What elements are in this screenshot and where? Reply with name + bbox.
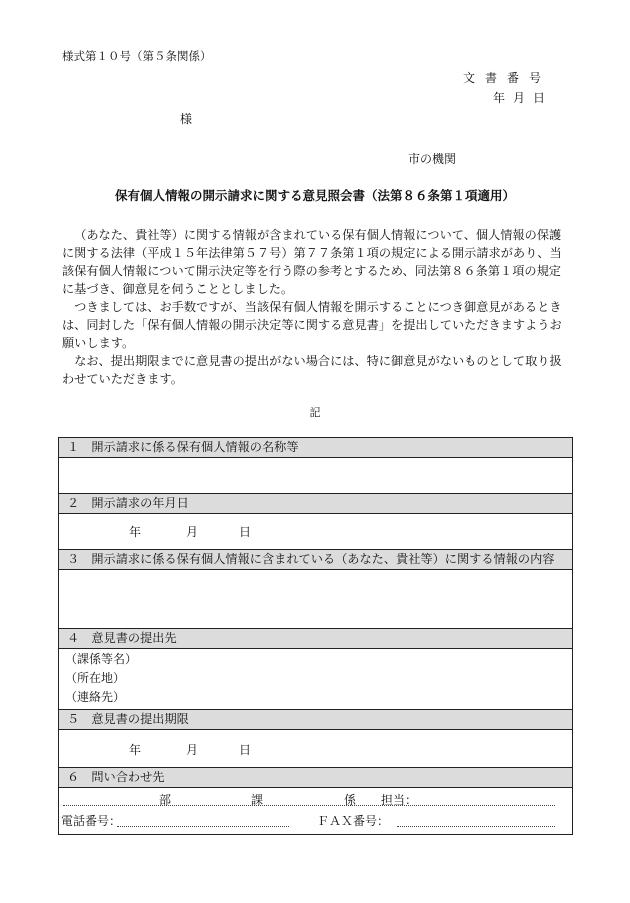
section-6-field	[59, 788, 572, 834]
day-label: 日	[239, 525, 252, 539]
section-3-field[interactable]	[59, 570, 572, 629]
department-label: （課係等名）	[65, 652, 138, 666]
addressee-honorific: 様	[180, 112, 193, 126]
section-2-date-field[interactable]	[59, 514, 572, 550]
fax-label: ＦＡＸ番号：	[317, 814, 390, 828]
kakari-label: 係	[344, 793, 357, 807]
contact-label: （連絡先）	[65, 690, 126, 704]
year-label: 年	[129, 743, 142, 757]
dotted-underline	[63, 805, 555, 806]
section-5-header: ５ 意見書の提出期限	[59, 710, 572, 730]
date-label: 年月日	[492, 91, 553, 105]
address-label: （所在地）	[65, 671, 126, 685]
section-4-header: ４ 意見書の提出先	[59, 629, 572, 649]
day-label: 日	[239, 743, 252, 757]
form-id: 様式第１０号（第５条関係）	[62, 49, 212, 63]
month-label: 月	[186, 743, 199, 757]
month-label: 月	[186, 525, 199, 539]
tanto-label: 担当：	[381, 793, 418, 807]
body-paragraph: なお、提出期限までに意見書の提出がない場合には、特に御意見がないものとして取り扱わせていただきます。	[62, 354, 562, 386]
section-4-field[interactable]	[59, 649, 572, 710]
department-line[interactable]	[59, 788, 572, 809]
tel-dotted-underline	[117, 826, 289, 827]
ka-label: 課	[251, 793, 264, 807]
body-text	[62, 226, 570, 388]
section-1-field[interactable]	[59, 458, 572, 494]
body-paragraph: （あなた、貴社等）に関する情報が含まれている保有個人情報について、個人情報の保護に関する法律（平成１５年法律第５７号）第７７条第１項の規定による開示請求があり、当該保有個人情報について開示決定等を行う際の参考とするため、同法第８６条第１項の規定に基づき、御意見を伺うこととしました。	[62, 228, 562, 296]
phone-line[interactable]	[59, 809, 572, 830]
section-3-header: ３ 開示請求に係る保有個人情報に含まれている（あなた、貴社等）に関する情報の内容	[59, 550, 572, 570]
body-paragraph: つきましては、お手数ですが、当該保有個人情報を開示することにつき御意見があるときは、同封した「保有個人情報の開示決定等に関する意見書」を提出していただきますようお願いします。	[62, 300, 562, 350]
tel-label: 電話番号：	[61, 814, 122, 828]
section-1-header: １ 開示請求に係る保有個人情報の名称等	[59, 438, 572, 458]
document-title: 保有個人情報の開示請求に関する意見照会書（法第８６条第１項適用）	[114, 188, 515, 203]
fax-dotted-underline	[397, 826, 555, 827]
section-2-header: ２ 開示請求の年月日	[59, 494, 572, 514]
year-label: 年	[129, 525, 142, 539]
bu-label: 部	[159, 793, 172, 807]
section-6-header: ６ 問い合わせ先	[59, 768, 572, 788]
section-5-date-field[interactable]	[59, 730, 572, 768]
issuer-name: 市の機関	[408, 152, 457, 166]
ki-marker: 記	[309, 406, 321, 419]
inquiry-form-table	[58, 437, 573, 835]
document-number-label: 文書番号	[462, 71, 551, 85]
